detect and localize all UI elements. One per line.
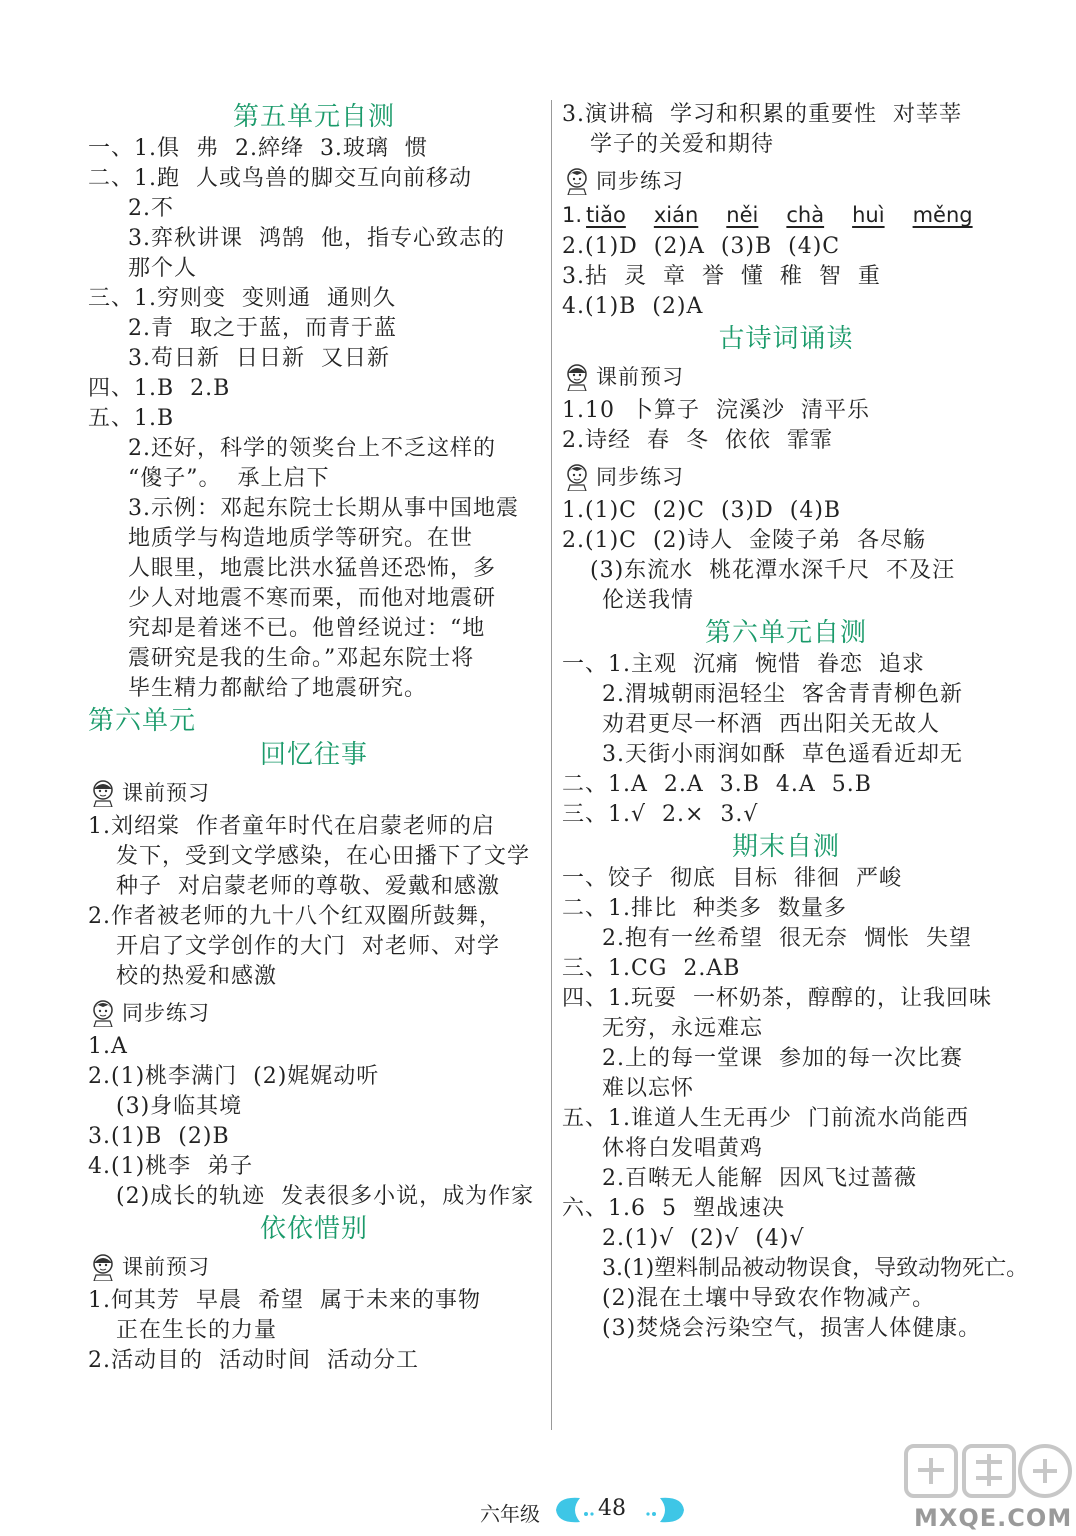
answer-line: 四、1.玩耍 一杯奶茶，醇醇的，让我回味 [562,986,992,1011]
answer-line: 2.青 取之于蓝，而青于蓝 [128,316,397,341]
answer-line: 3.苟日新 日日新 又日新 [128,346,390,371]
answer-line: 2.百啭无人能解 因风飞过蔷薇 [602,1166,917,1191]
answer-line: 1.10 卜算子 浣溪沙 清平乐 [562,398,870,423]
answer-line: 二、1.A 2.A 3.B 4.A 5.B [562,772,872,797]
answer-line: 一、1.主观 沉痛 惋惜 眷恋 追求 [562,652,925,677]
answer-line: 发下，受到文学感染，在心田播下了文学 [116,844,531,869]
answer-line: 2.(1)C (2)诗人 金陵子弟 各尽觞 [562,528,927,553]
preview-label: 课前预习 [596,365,684,389]
answer-line: 五、1.B [88,406,175,431]
pinyin-item: xián [653,203,699,227]
answer-line: 1.何其芳 早晨 希望 属于未来的事物 [88,1288,481,1313]
practice-header [562,458,1010,494]
pinyin-item: huì [852,203,885,227]
answer-line: 难以忘怀 [602,1076,695,1101]
answer-line: 3.弈秋讲课 鸿鹄 他，指专心致志的 [128,226,505,251]
answer-line: 三、1.CG 2.AB [562,956,741,981]
answer-line: 2.上的每一堂课 参加的每一次比赛 [602,1046,963,1071]
page-number: 48 [598,1496,626,1521]
boy-avatar-icon [562,165,592,195]
answer-line: 一、1.俱 弗 2.綷绛 3.玻璃 惯 [88,136,428,161]
answer-line: 震研究是我的生命。”邓起东院士将 [128,646,475,671]
answer-line: 1.A [88,1034,128,1059]
unit6-test-title: 第六单元自测 [704,618,867,648]
answer-line: 2.(1)D (2)A (3)B (4)C [562,234,841,259]
practice-header [562,162,1010,198]
answer-line: “傻子”。 承上启下 [128,466,330,491]
answer-line: 2.(1)桃李满门 (2)娓娓动听 [88,1064,380,1089]
answer-line: 休将白发唱黄鸡 [602,1136,764,1161]
boy-avatar-icon [88,997,118,1027]
lesson-title-yiyi: 依依惜别 [259,1214,368,1244]
answer-line: (2)混在土壤中导致农作物减产。 [602,1286,936,1311]
answer-line: 人眼里，地震比洪水猛兽还恐怖，多 [128,556,497,581]
answer-line: 学子的关爱和期待 [590,132,775,157]
preview-header [88,774,540,810]
girl-avatar-icon [88,777,118,807]
answer-line: 2.抱有一丝希望 很无奈 惆怅 失望 [602,926,972,951]
answer-line: 2.诗经 春 冬 依依 霏霏 [562,428,833,453]
answer-line: 3.(1)B (2)B [88,1124,230,1149]
answer-line: 三、1.穷则变 变则通 通则久 [88,286,396,311]
answer-line: 3.(1)塑料制品被动物误食，导致动物死亡。 [602,1256,1029,1281]
lesson-title-huiyi: 回忆往事 [259,740,368,770]
answer-line: 二、1.排比 种类多 数量多 [562,896,847,921]
answer-line: 2.不 [128,196,174,221]
answer-line: 3.拈 灵 章 誉 懂 稚 智 重 [562,264,881,289]
answer-line: 3.演讲稿 学习和积累的重要性 对莘莘 [562,102,962,127]
unit6-title: 第六单元 [88,706,197,736]
left-column [88,100,540,1376]
boy-avatar-icon [562,461,592,491]
answer-line: 4.(1)B (2)A [562,294,704,319]
unit5-test-title: 第五单元自测 [232,102,395,132]
pinyin-answers [562,200,1010,232]
answer-line: 五、1.谁道人生无再少 门前流水尚能西 [562,1106,969,1131]
answer-line: 三、1.√ 2.× 3.√ [562,802,759,827]
answer-line: 一、饺子 彻底 目标 徘徊 严峻 [562,866,902,891]
pinyin-item: tiǎo [586,203,626,227]
practice-label: 同步练习 [596,169,684,193]
preview-label: 课前预习 [122,781,210,805]
grade-label: 六年级 [480,1502,540,1526]
answer-line: 种子 对启蒙老师的尊敬、爱戴和感激 [116,874,500,899]
answer-line: 正在生长的力量 [116,1318,278,1343]
answer-line: 2.活动目的 活动时间 活动分工 [88,1348,419,1373]
poetry-title: 古诗词诵读 [718,324,854,354]
page-number-right-ornament-icon [646,1494,688,1526]
answer-line: 3.示例：邓起东院士长期从事中国地震 [128,496,519,521]
pinyin-item: chà [786,203,825,227]
answer-line: 2.(1)√ (2)√ (4)√ [602,1226,805,1251]
pinyin-prefix: 1. [562,203,583,227]
pinyin-item: měng [912,203,973,227]
answer-line: 伦送我情 [602,588,695,613]
answer-line: 2.作者被老师的九十八个红双圈所鼓舞， [88,904,502,929]
answer-line: 开启了文学创作的大门 对老师、对学 [116,934,500,959]
preview-header [562,358,1010,394]
answer-line: (3)焚烧会污染空气，损害人体健康。 [602,1316,982,1341]
answer-line: 那个人 [128,256,198,281]
column-divider [551,100,552,1430]
answer-line: 3.天街小雨润如酥 草色遥看近却无 [602,742,963,767]
answer-line: 毕生精力都献给了地震研究。 [128,676,428,701]
answer-line: 2.渭城朝雨浥轻尘 客舍青青柳色新 [602,682,963,707]
answer-line: 1.(1)C (2)C (3)D (4)B [562,498,842,523]
watermark-text: MXQE.COM [914,1504,1073,1532]
answer-line: 劝君更尽一杯酒 西出阳关无故人 [602,712,940,737]
answer-line: (2)成长的轨迹 发表很多小说，成为作家 [116,1184,535,1209]
girl-avatar-icon [562,361,592,391]
girl-avatar-icon [88,1251,118,1281]
right-column [562,100,1029,1344]
answer-line: 四、1.B 2.B [88,376,231,401]
answer-line: 4.(1)桃李 弟子 [88,1154,254,1179]
answer-line: 究却是着迷不已。他曾经说过：“地 [128,616,486,641]
answer-line: 二、1.跑 人或鸟兽的脚交互向前移动 [88,166,472,191]
practice-label: 同步练习 [122,1001,210,1025]
preview-header [88,1248,540,1284]
answer-line: 无穷，永远难忘 [602,1016,764,1041]
practice-label: 同步练习 [596,465,684,489]
answer-line: 少人对地震不寒而栗，而他对地震研 [128,586,497,611]
answer-line: 1.刘绍棠 作者童年时代在启蒙老师的启 [88,814,495,839]
practice-header [88,994,540,1030]
answer-line: 校的热爱和感激 [116,964,278,989]
final-test-title: 期末自测 [731,832,840,862]
answer-line: 2.还好，科学的领奖台上不乏这样的 [128,436,496,461]
page-number-left-ornament-icon [552,1494,594,1526]
answer-line: 六、1.6 5 塑战速决 [562,1196,785,1221]
preview-label: 课前预习 [122,1255,210,1279]
answer-line: (3)东流水 桃花潭水深千尺 不及汪 [590,558,956,583]
pinyin-item: něi [726,203,759,227]
answer-line: 地质学与构造地质学等研究。在世 [128,526,474,551]
answer-line: (3)身临其境 [116,1094,243,1119]
